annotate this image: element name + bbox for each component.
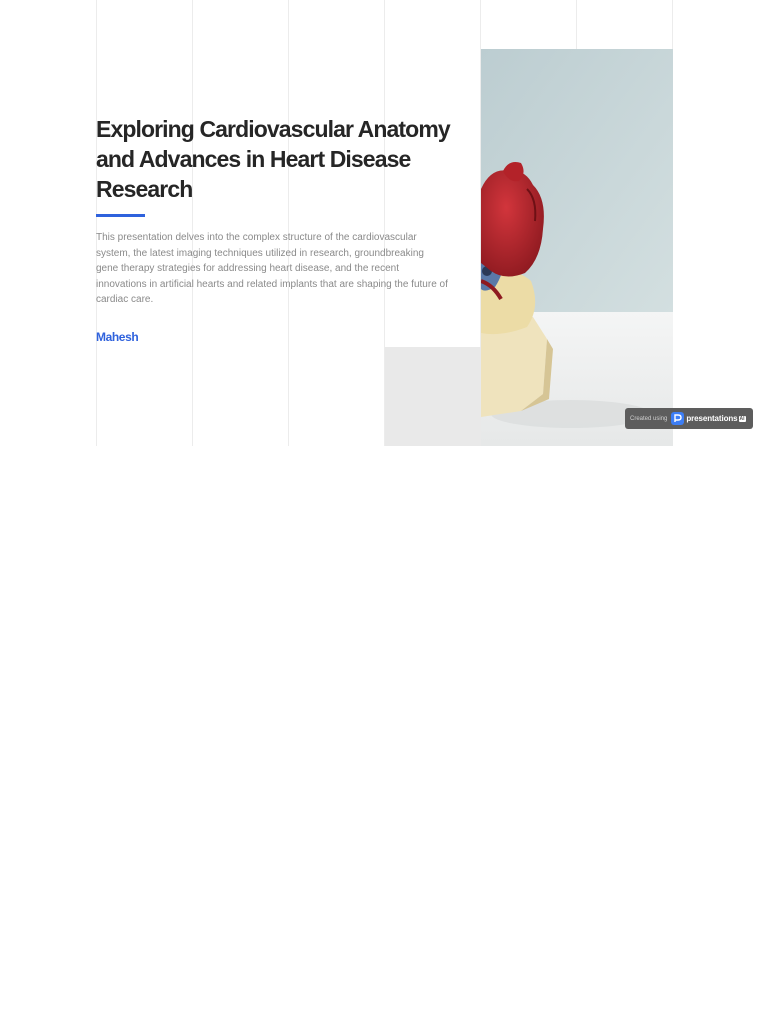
slide-description: This presentation delves into the complex structure of the cardiovascular system, the latest imaging techniques utilized in research, groundbreaking gene therapy strategies for addressing heart disease, and the recent innovations in artificial hearts and related implants that are shaping the future of cardiac care. bbox=[96, 232, 448, 305]
author-name: Mahesh bbox=[96, 330, 139, 344]
created-using-badge[interactable] bbox=[625, 408, 753, 429]
grid-line bbox=[288, 0, 289, 446]
title-slide bbox=[0, 0, 768, 446]
decorative-gray-block bbox=[385, 347, 481, 446]
slide-title: Exploring Cardiovascular Anatomy and Advances in Heart Disease Research bbox=[96, 116, 450, 202]
badge-brand-name: presentations bbox=[686, 414, 738, 423]
grid-line bbox=[96, 0, 97, 446]
title-accent-rule bbox=[96, 214, 145, 217]
badge-brand-tld: AI bbox=[739, 415, 745, 422]
grid-line bbox=[192, 0, 193, 446]
badge-created-label: Created using bbox=[630, 415, 668, 422]
presentations-logo-icon bbox=[671, 412, 684, 425]
heart-model-photo bbox=[481, 49, 673, 446]
